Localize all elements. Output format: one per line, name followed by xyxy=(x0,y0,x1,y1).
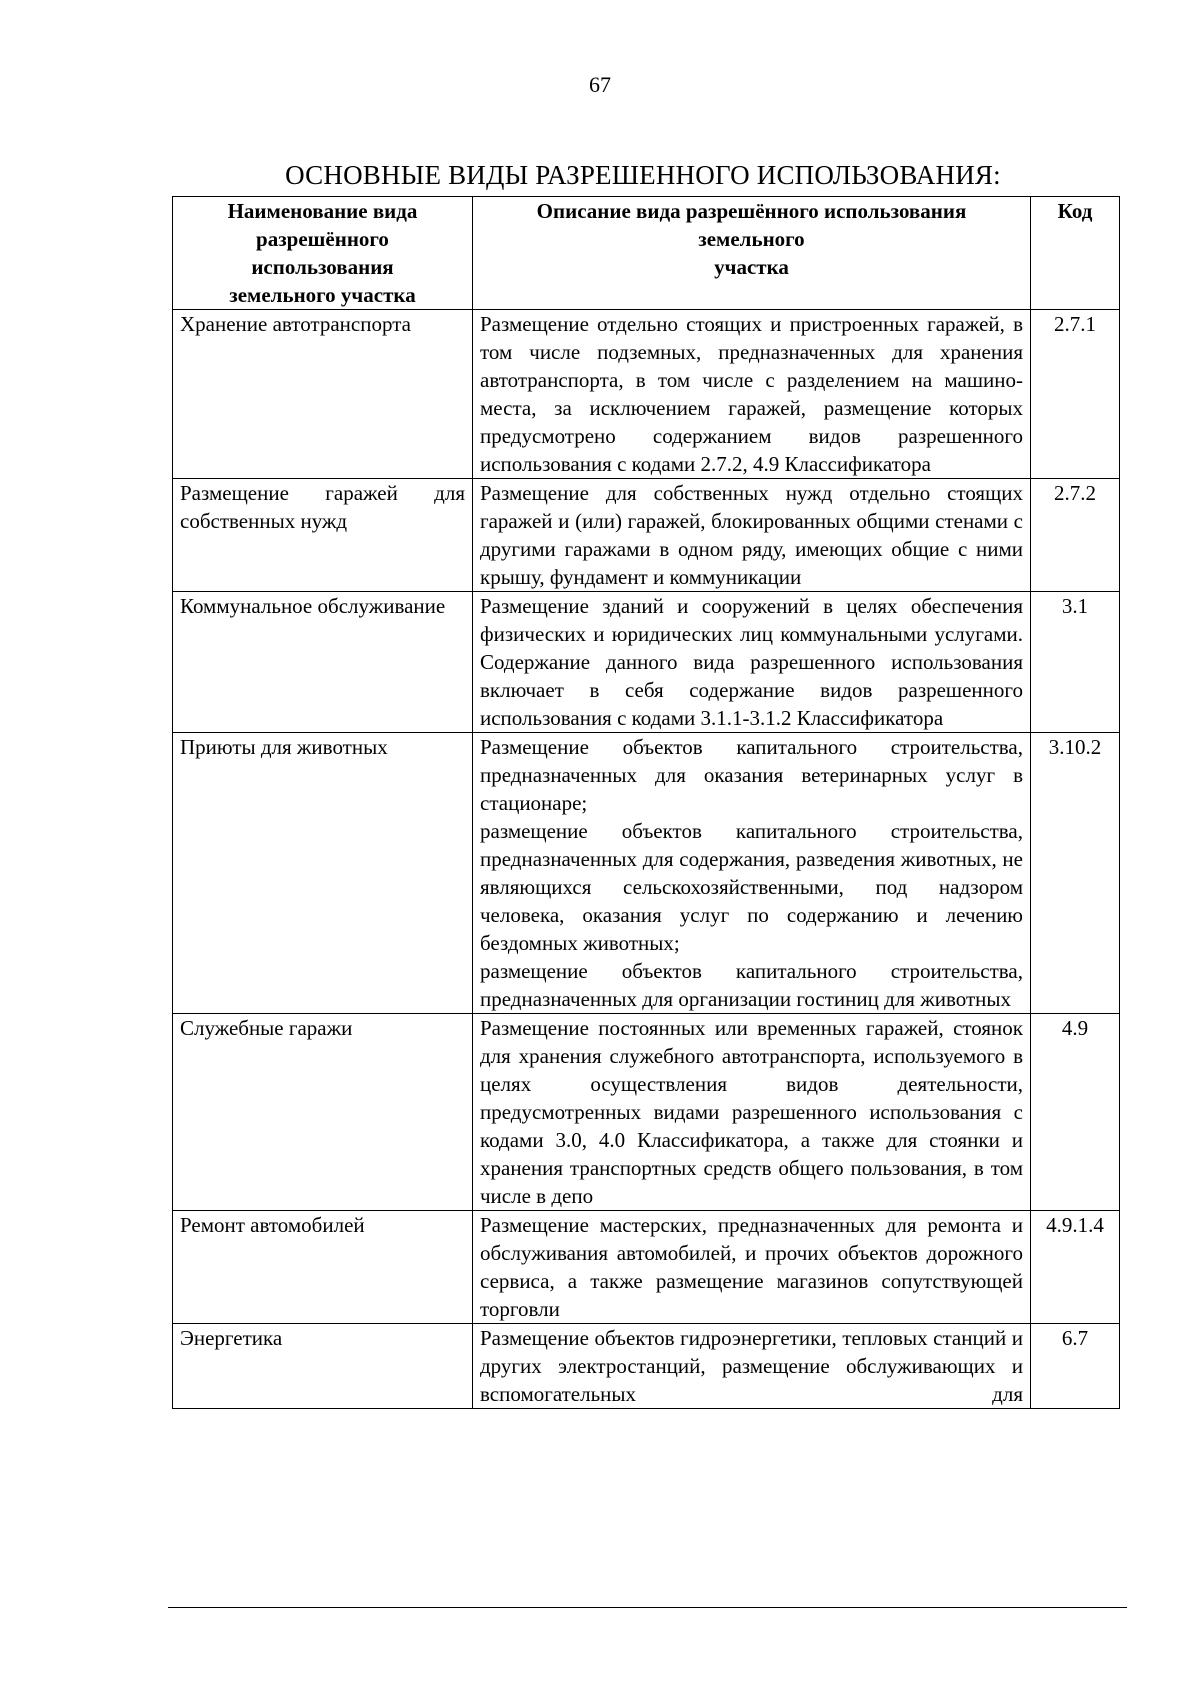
row-description xyxy=(473,733,1031,1014)
row-code: 6.7 xyxy=(1031,1324,1120,1409)
row-description xyxy=(473,1211,1031,1324)
row-description xyxy=(473,1014,1031,1211)
header-name xyxy=(173,197,473,310)
table-row xyxy=(173,1211,1120,1324)
header-name-line: использования xyxy=(251,255,394,279)
row-description xyxy=(473,592,1031,733)
row-code: 2.7.2 xyxy=(1031,479,1120,592)
permitted-use-table xyxy=(172,196,1120,1409)
table-row xyxy=(173,733,1120,1014)
page-number: 67 xyxy=(589,72,611,97)
header-name-line: разрешённого xyxy=(256,227,389,251)
description-paragraph: Размещение зданий и сооружений в целях обеспечения физических и юридических лиц коммунальными услугами. Содержание данного вида разрешенного использования включает в себя содержание видов разрешенного использования с кодами 3.1.1-3.1.2 Классификатора xyxy=(480,594,1023,730)
row-code: 4.9.1.4 xyxy=(1031,1211,1120,1324)
row-description xyxy=(473,1324,1031,1409)
header-description-line: участка xyxy=(714,255,789,279)
description-paragraph: Размещение для собственных нужд отдельно стоящих гаражей и (или) гаражей, блокированных общими стенами с другими гаражами в одном ряду, имеющих общие с ними крышу, фундамент и коммуникации xyxy=(480,481,1023,589)
row-name: Приюты для животных xyxy=(173,733,473,1014)
row-name: Размещение гаражей для собственных нужд xyxy=(173,479,473,592)
header-code: Код xyxy=(1031,197,1120,310)
table-row xyxy=(173,1324,1120,1409)
table-row xyxy=(173,592,1120,733)
row-name: Служебные гаражи xyxy=(173,1014,473,1211)
table-row xyxy=(173,1014,1120,1211)
row-description xyxy=(473,479,1031,592)
row-code: 4.9 xyxy=(1031,1014,1120,1211)
row-name: Энергетика xyxy=(173,1324,473,1409)
description-paragraph: Размещение объектов гидроэнергетики, тепловых станций и других электростанций, размещение обслуживающих и вспомогательных для xyxy=(480,1326,1023,1406)
header-description xyxy=(473,197,1031,310)
row-name: Коммунальное обслуживание xyxy=(173,592,473,733)
description-paragraph: Размещение объектов капитального строительства, предназначенных для оказания ветеринарных услуг в стационаре; xyxy=(480,735,1023,815)
header-description-line: Описание вида разрешённого использования xyxy=(536,199,967,223)
row-name: Ремонт автомобилей xyxy=(173,1211,473,1324)
header-name-line: Наименование вида xyxy=(227,199,418,223)
row-code: 3.1 xyxy=(1031,592,1120,733)
description-paragraph: размещение объектов капитального строительства, предназначенных для содержания, разведения животных, не являющихся сельскохозяйственными, под надзором человека, оказания услуг по содержанию и лечению бездомных животных; xyxy=(480,819,1023,955)
table-row xyxy=(173,310,1120,479)
row-name: Хранение автотранспорта xyxy=(173,310,473,479)
table-header-row xyxy=(173,197,1120,310)
table-row xyxy=(173,479,1120,592)
row-description xyxy=(473,310,1031,479)
description-paragraph: Размещение мастерских, предназначенных для ремонта и обслуживания автомобилей, и прочих объектов дорожного сервиса, а также размещение магазинов сопутствующей торговли xyxy=(480,1213,1023,1321)
footer-divider xyxy=(168,1607,1127,1608)
table-title: ОСНОВНЫЕ ВИДЫ РАЗРЕШЕННОГО ИСПОЛЬЗОВАНИЯ: xyxy=(285,160,1001,190)
row-code: 3.10.2 xyxy=(1031,733,1120,1014)
description-paragraph: Размещение отдельно стоящих и пристроенных гаражей, в том числе подземных, предназначенных для хранения автотранспорта, в том числе с разделением на машино-места, за исключением гаражей, размещение которых предусмотрено содержанием видов разрешенного использования с кодами 2.7.2, 4.9 Классификатора xyxy=(480,312,1023,476)
header-description-line: земельного xyxy=(698,227,805,251)
row-code: 2.7.1 xyxy=(1031,310,1120,479)
description-paragraph: размещение объектов капитального строительства, предназначенных для организации гостиниц для животных xyxy=(480,959,1023,1011)
description-paragraph: Размещение постоянных или временных гаражей, стоянок для хранения служебного автотранспорта, используемого в целях осуществления видов деятельности, предусмотренных видами разрешенного использования с кодами 3.0, 4.0 Классификатора, а также для стоянки и хранения транспортных средств общего пользования, в том числе в депо xyxy=(480,1016,1023,1208)
header-name-line: земельного участка xyxy=(229,283,416,307)
